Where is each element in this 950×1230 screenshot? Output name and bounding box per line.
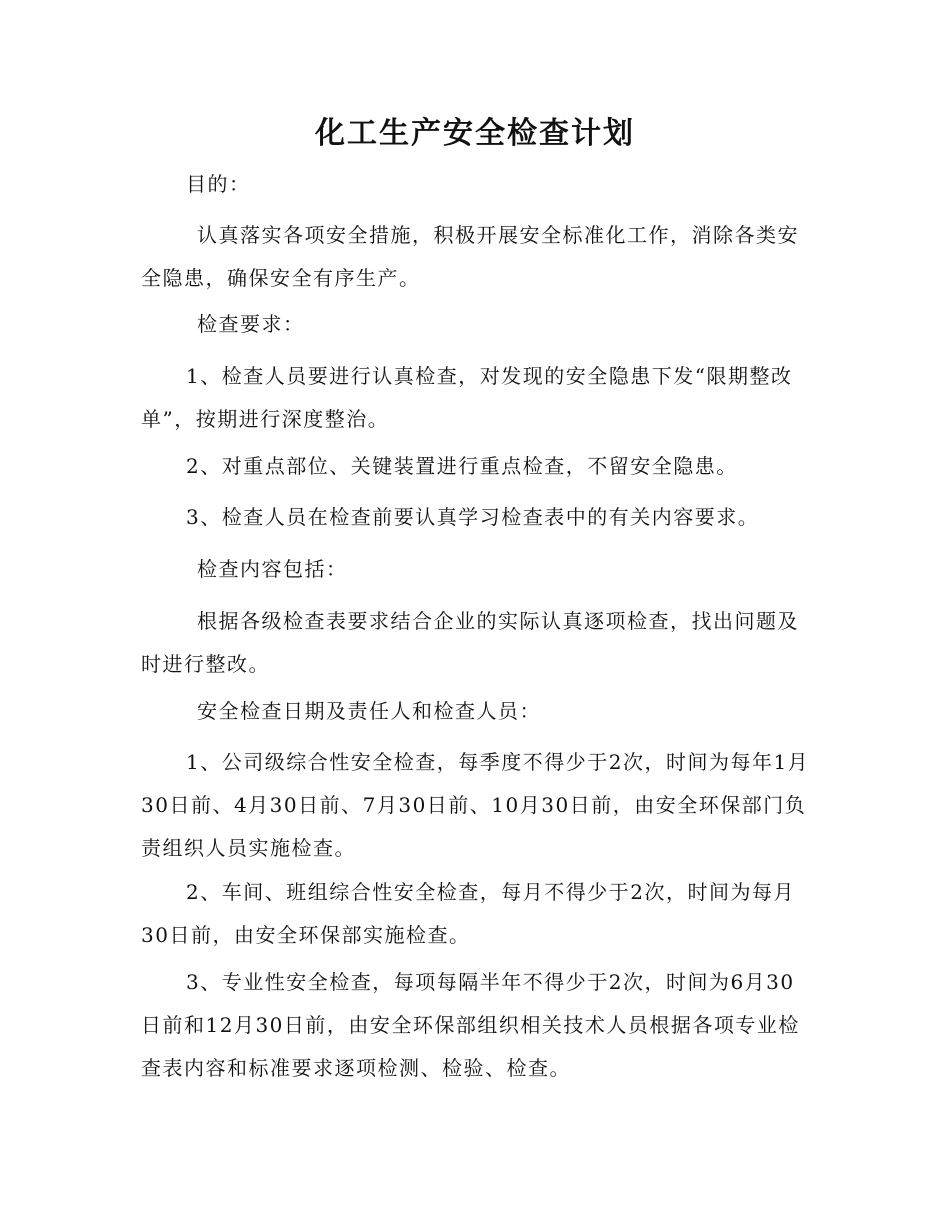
requirement-item-3: 3、检查人员在检查前要认真学习检查表中的有关内容要求。 [186, 505, 760, 529]
requirement-item-2: 2、对重点部位、关键装置进行重点检查，不留安全隐患。 [186, 454, 738, 478]
content-heading: 检查内容包括： [197, 557, 348, 581]
document-title: 化工生产安全检查计划 [315, 116, 635, 151]
schedule-item-3: 3、专业性安全检查，每项每隔半年不得少于2次，时间为6月30日前和12月30日前，由安全环保部组织相关技术人员根据各项专业检查表内容和标准要求逐项检测、检验、检查。 [141, 970, 800, 1080]
content-text: 根据各级检查表要求结合企业的实际认真逐项检查，找出问题及时进行整改。 [141, 609, 799, 676]
purpose-text: 认真落实各项安全措施，积极开展安全标准化工作，消除各类安全隐患，确保安全有序生产。 [141, 223, 799, 290]
schedule-heading: 安全检查日期及责任人和检查人员： [197, 699, 541, 723]
purpose-heading: 目的： [186, 172, 251, 196]
schedule-item-1: 1、公司级综合性安全检查，每季度不得少于2次，时间为每年1月30日前、4月30日前、7月30日前、10月30日前，由安全环保部门负责组织人员实施检查。 [141, 750, 810, 860]
requirement-item-1: 1、检查人员要进行认真检查，对发现的安全隐患下发“限期整改单”，按期进行深度整治。 [141, 364, 793, 431]
schedule-item-2: 2、车间、班组综合性安全检查，每月不得少于2次，时间为每月30日前，由安全环保部实施检查。 [141, 880, 795, 947]
requirements-heading: 检查要求： [197, 312, 305, 336]
